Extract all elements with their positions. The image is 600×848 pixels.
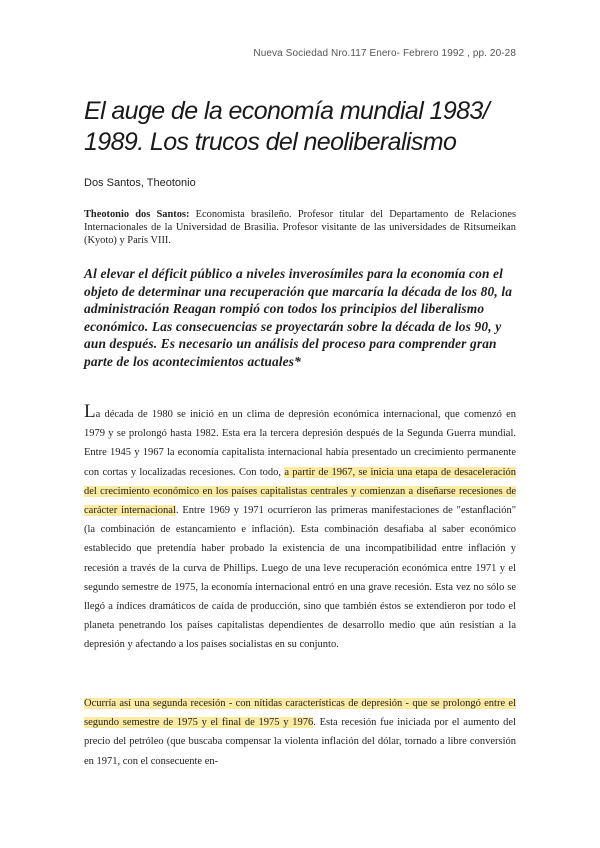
author-bio xyxy=(84,208,516,247)
body-paragraph-1 xyxy=(84,401,516,655)
drop-cap: L xyxy=(84,401,96,422)
highlighted-text: a partir de 1967, se inicia una etapa de desaceleración del crecimiento económico en los países capitalistas centrales y comienzan a diseñarse recesiones de carácter internacional xyxy=(84,466,516,517)
paragraph-text: . Entre 1969 y 1971 ocurrieron las primeras manifestaciones de "estanflación" (la combinación de estancamiento e inflación). Esta combinación desafiaba al saber económico establecido que pretendía haber probado la existencia de una incompatibilidad entre inflación y recesión a través de la curva de Phillips. Luego de una leve recuperación económica entre 1971 y el segundo semestre de 1975, la economía internacional entró en una grave recesión. Esta vez no sólo se llegó a índices dramáticos de caída de producción, sino que también éstos se extendieron por todo el planeta penetrando los países capitalistas dependientes de desarrollo medio que aún resistían a la depresión y afectando a los países socialistas en su conjunto. xyxy=(84,505,516,651)
article-abstract: Al elevar el déficit público a niveles inverosímiles para la economía con el objeto de determinar una recuperación que marcaría la década de los 80, la administración Reagan rompió con todos los principios del liberalismo económico. Las consecuencias se proyectarán sobre la década de los 90, y aun después. Es necesario un análisis del proceso para comprender gran parte de los acontecimientos actuales* xyxy=(84,266,513,369)
article-author: Dos Santos, Theotonio xyxy=(84,177,196,189)
paragraph-text: . Esta recesión fue iniciada por el aumento del precio del petróleo (que buscaba compensar la violenta inflación del dólar, tornado a libre conversión en 1971, con el consecuente en- xyxy=(84,717,516,767)
article-title: El auge de la economía mundial 1983/ 1989. Los trucos del neoliberalismo xyxy=(84,97,490,156)
body-paragraph-2 xyxy=(84,694,516,771)
bio-text: Economista brasileño. Profesor titular del Departamento de Relaciones Internacionales de la Universidad de Brasilia. Profesor visitante de las universidades de Ritsumeikan (Kyoto) y París VIII. xyxy=(84,209,516,246)
highlighted-text: Ocurría así una segunda recesión - con nítidas características de depresión - que se prolongó entre el segundo semestre de 1975 y el final de 1975 y 1976 xyxy=(84,698,516,729)
journal-header: Nueva Sociedad Nro.117 Enero- Febrero 1992 , pp. 20-28 xyxy=(253,48,516,59)
bio-name: Theotonio dos Santos: xyxy=(84,209,190,220)
paragraph-text: a década de 1980 se inició en un clima de depresión económica internacional, que comenzó en 1979 y se prolongó hasta 1982. Esta era la tercera depresión después de la Segunda Guerra mundial. Entre 1945 y 1967 la economía capitalista internacional había presentado un crecimiento permanente con cortas y localizadas recesiones. Con todo, xyxy=(84,409,516,478)
